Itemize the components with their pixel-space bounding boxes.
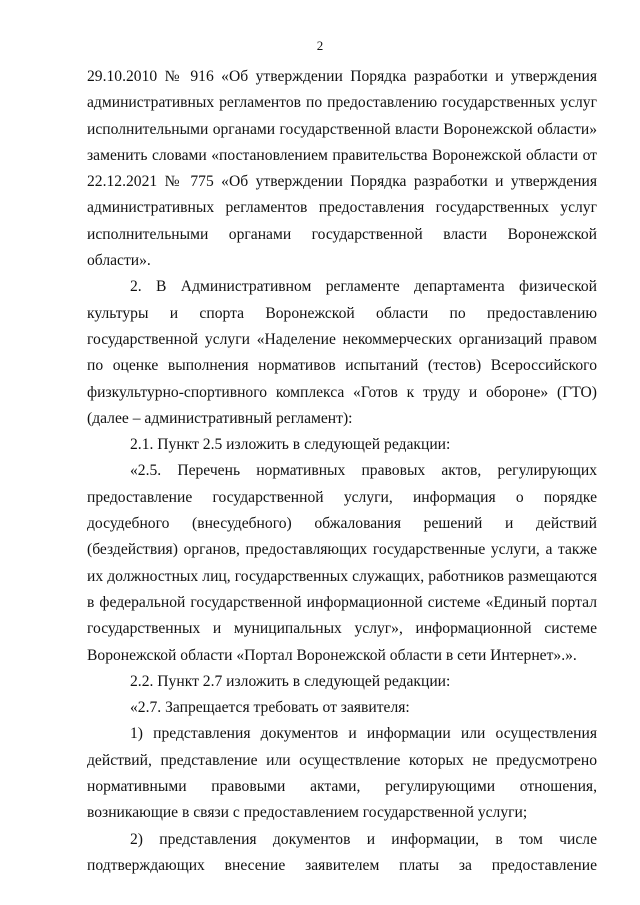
paragraph-clause-2-7: «2.7. Запрещается требовать от заявителя: — [130, 699, 410, 717]
paragraph-clause-2-5: «2.5. Перечень нормативных правовых актов, регулирующих предоставление государственной услуги, информация о порядке досудебного (внесудебного) обжалования решений и действий (бездействия) органов, предоставляющих государственные услуги, а также их должностных лиц, государственных служащих, работников размещаются в федеральной государственной информационной системе «Единый портал государственных и муниципальных услуг», информационной системе Воронежской области «Портал Воронежской области в сети Интернет».». — [87, 462, 597, 664]
paragraph-subitem-2: 2) представления документов и информации, в том числе подтверждающих внесение заявителем платы за предоставление — [87, 830, 597, 874]
page-number: 2 — [316, 38, 324, 53]
paragraph-item-2-1: 2.1. Пункт 2.5 изложить в следующей редакции: — [130, 436, 451, 454]
paragraph-item-2: 2. В Административном регламенте департамента физической культуры и спорта Воронежской области по предоставлению государственной услуги «Наделение некоммерческих организаций правом по оценке выполнения нормативов испытаний (тестов) Всероссийского физкультурно-спортивного комплекса «Готов к труду и обороне» (ГТО) (далее – административный регламент): — [87, 278, 597, 427]
document-body — [87, 64, 597, 879]
paragraph-item-2-2: 2.2. Пункт 2.7 изложить в следующей редакции: — [130, 672, 451, 690]
paragraph-subitem-1: 1) представления документов и информации или осуществления действий, представление или осуществление которых не предусмотрено нормативными правовыми актами, регулирующими отношения, возникающие в связи с предоставлением государственной услуги; — [87, 725, 597, 822]
paragraph-amendment-replacement: 29.10.2010 № 916 «Об утверждении Порядка разработки и утверждения административных регламентов по предоставлению государственных услуг исполнительными органами государственной власти Воронежской области» заменить словами «постановлением правительства Воронежской области от 22.12.2021 № 775 «Об утверждении Порядка разработки и утверждения административных регламентов предоставления государственных услуг исполнительными органами государственной власти Воронежской области». — [87, 68, 597, 270]
